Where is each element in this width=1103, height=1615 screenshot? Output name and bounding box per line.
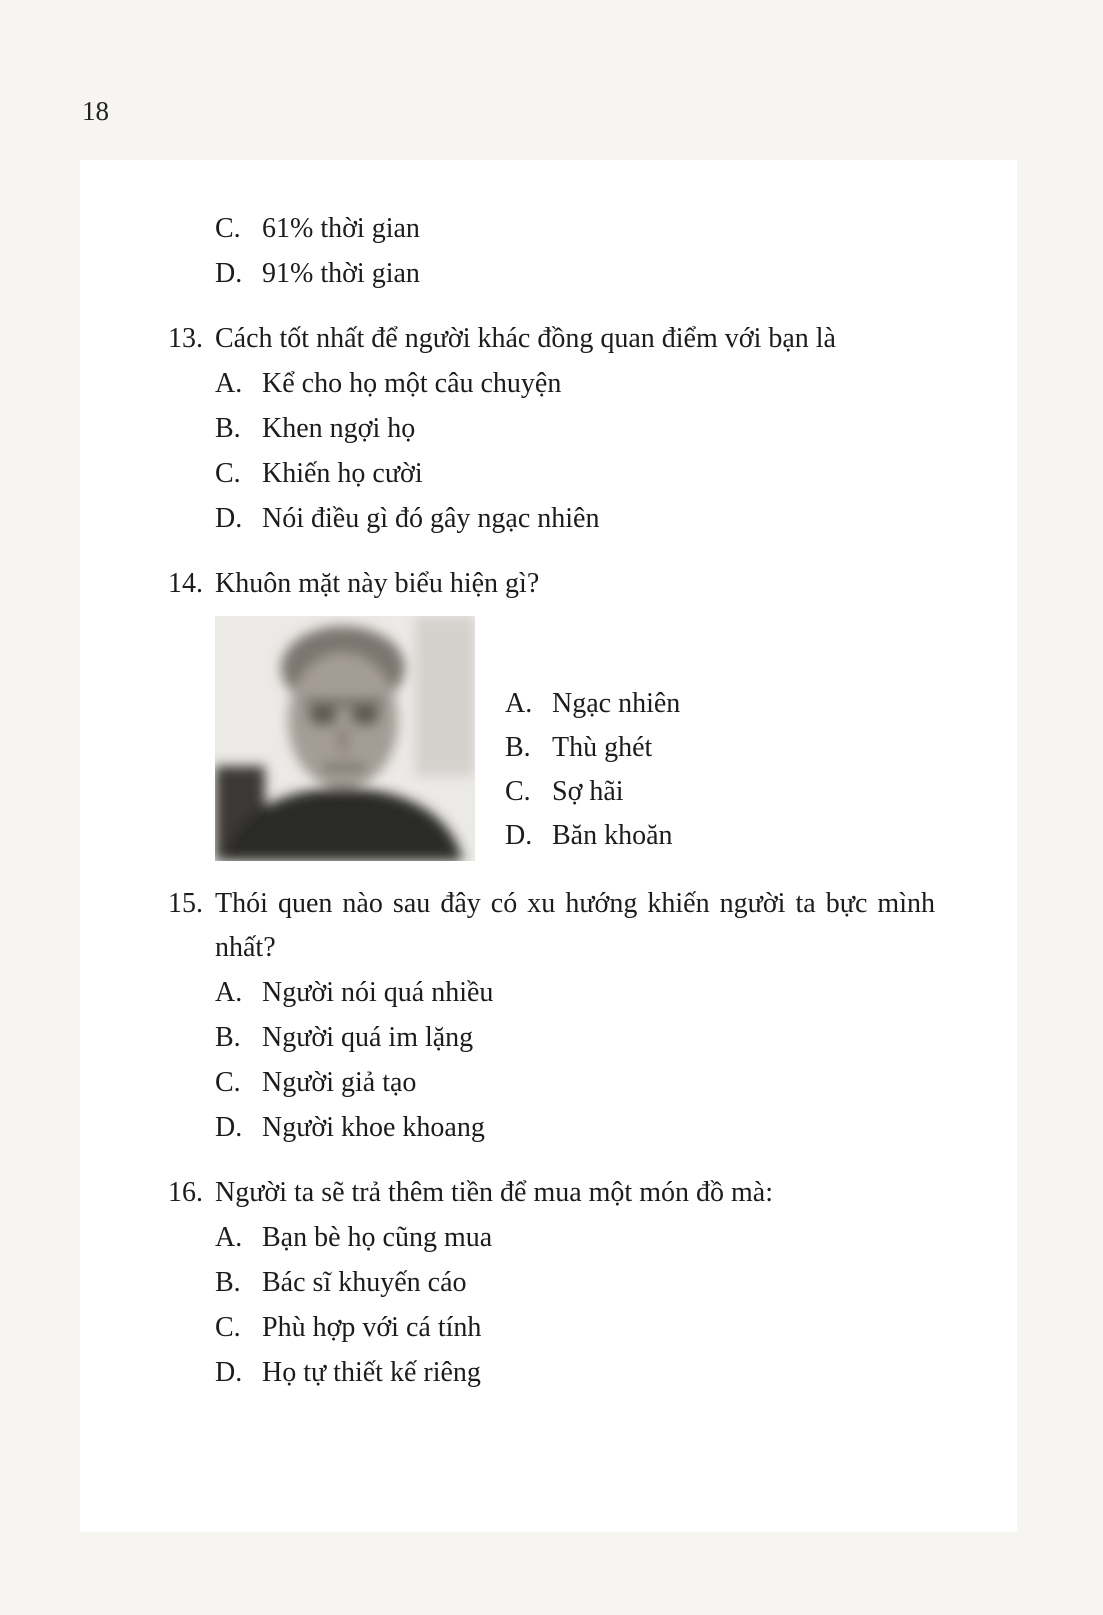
option-text: Người nói quá nhiều [262, 977, 494, 1008]
option-letter: B. [215, 1267, 241, 1298]
option-letter: A. [505, 688, 533, 719]
option-text: Bác sĩ khuyến cáo [262, 1267, 467, 1298]
option-row [215, 406, 935, 451]
option-row [215, 1215, 935, 1260]
option-row [215, 361, 935, 406]
option-text: Phù hợp với cá tính [262, 1312, 482, 1343]
question-head [168, 317, 935, 361]
option-letter: D. [505, 820, 533, 851]
question-text: Cách tốt nhất để người khác đồng quan điểm với bạn là [215, 323, 836, 354]
face-photo [215, 616, 475, 861]
option-text: Người quá im lặng [262, 1022, 474, 1053]
option-row [215, 1015, 935, 1060]
option-letter: C. [215, 1067, 241, 1098]
question-text: Người ta sẽ trả thêm tiền để mua một món đồ mà: [215, 1177, 773, 1208]
option-text: Băn khoăn [552, 820, 673, 851]
option-letter: C. [215, 213, 241, 244]
option-text: 91% thời gian [262, 258, 420, 289]
option-row [505, 814, 680, 858]
question-options [215, 970, 935, 1150]
option-row [215, 1105, 935, 1150]
option-text: Họ tự thiết kế riêng [262, 1357, 481, 1388]
option-row [505, 682, 680, 726]
option-text: 61% thời gian [262, 213, 420, 244]
option-letter: B. [215, 1022, 241, 1053]
question-head [168, 882, 935, 970]
option-letter: B. [505, 732, 531, 763]
question-head [168, 562, 935, 606]
option-text: Ngạc nhiên [552, 688, 681, 719]
option-letter: A. [215, 977, 243, 1008]
option-letter: C. [215, 1312, 241, 1343]
question-text: Thói quen nào sau đây có xu hướng khiến người ta bực mình nhất? [215, 888, 935, 963]
option-row [215, 1260, 935, 1305]
option-row [215, 451, 935, 496]
option-row [215, 251, 935, 296]
option-letter: D. [215, 1357, 243, 1388]
question-text: Khuôn mặt này biểu hiện gì? [215, 568, 540, 599]
option-row [215, 970, 935, 1015]
option-row [215, 1305, 935, 1350]
option-text: Khiến họ cười [262, 458, 423, 489]
option-row [215, 1350, 935, 1395]
question-options [215, 1215, 935, 1395]
option-letter: A. [215, 1222, 243, 1253]
question-head [168, 1171, 935, 1215]
option-letter: C. [505, 776, 531, 807]
option-letter: D. [215, 1112, 243, 1143]
option-text: Người khoe khoang [262, 1112, 485, 1143]
option-text: Khen ngợi họ [262, 413, 416, 444]
question-13 [168, 317, 935, 541]
option-letter: C. [215, 458, 241, 489]
option-text: Bạn bè họ cũng mua [262, 1222, 493, 1253]
option-text: Kể cho họ một câu chuyện [262, 368, 562, 399]
option-row [505, 726, 680, 770]
question-number: 13. [168, 323, 203, 354]
option-text: Nói điều gì đó gây ngạc nhiên [262, 503, 600, 534]
question-14-body [215, 616, 935, 861]
page-content [80, 160, 1017, 1395]
option-letter: D. [215, 258, 243, 289]
question-options [505, 616, 680, 861]
book-page [80, 160, 1017, 1532]
question-number: 16. [168, 1177, 203, 1208]
option-letter: A. [215, 368, 243, 399]
option-text: Thù ghét [552, 732, 653, 763]
question-number: 14. [168, 568, 203, 599]
option-text: Sợ hãi [552, 776, 624, 807]
option-row [505, 770, 680, 814]
option-text: Người giả tạo [262, 1067, 417, 1098]
question-options [215, 361, 935, 541]
question-15 [168, 882, 935, 1150]
option-row [215, 206, 935, 251]
question-14 [168, 562, 935, 861]
option-row [215, 496, 935, 541]
previous-question-options [168, 206, 935, 296]
option-row [215, 1060, 935, 1105]
option-letter: B. [215, 413, 241, 444]
option-letter: D. [215, 503, 243, 534]
question-number: 15. [168, 888, 203, 919]
question-16 [168, 1171, 935, 1395]
page-number: 18 [82, 96, 109, 126]
